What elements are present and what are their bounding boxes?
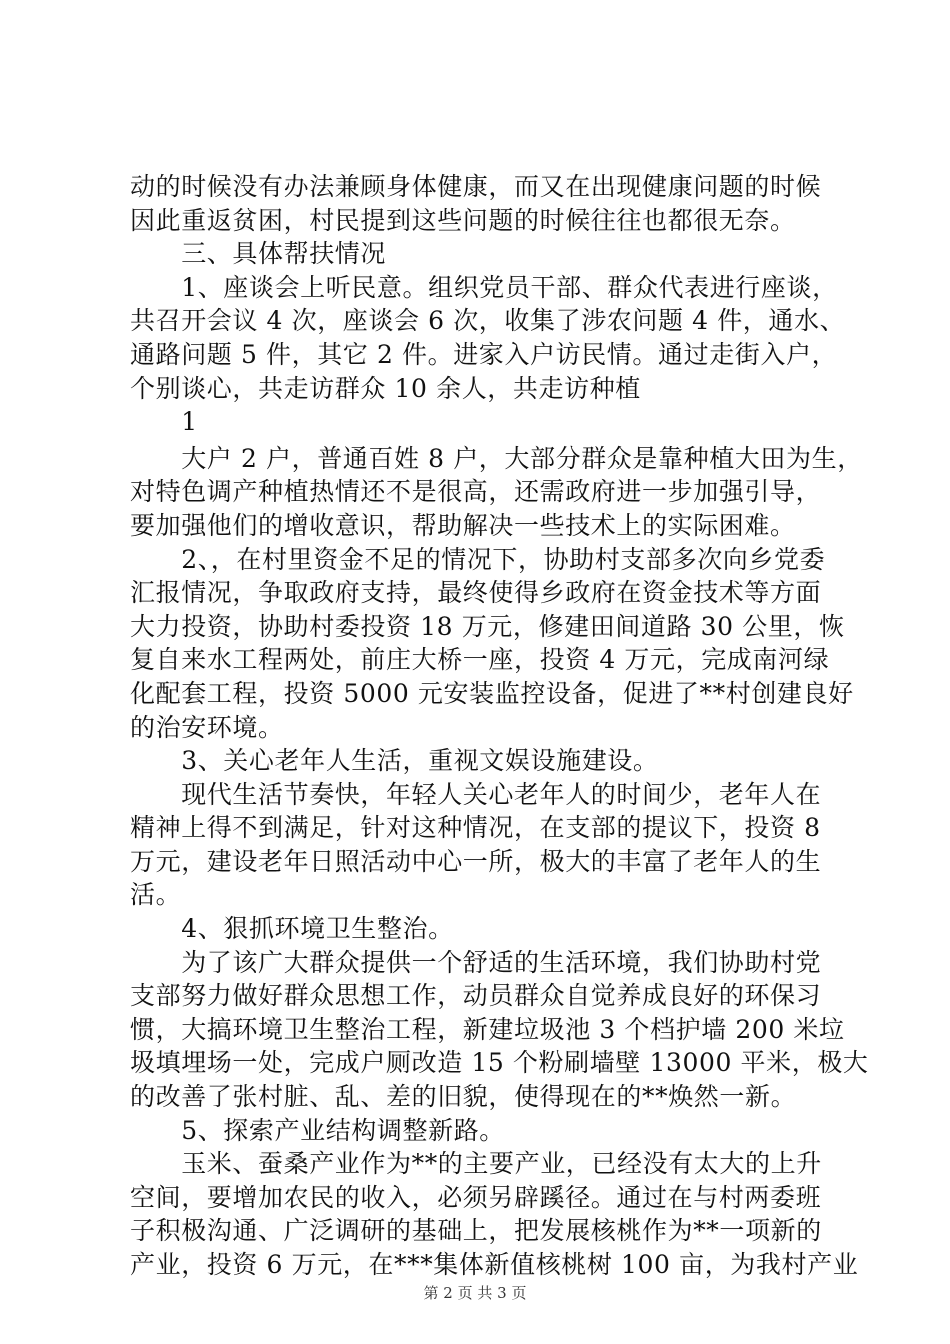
text-line: 圾填埋场一处，完成户厕改造 15 个粉刷墙壁 13000 平米，极大: [130, 1048, 869, 1078]
text-line: 为了该广大群众提供一个舒适的生活环境，我们协助村党: [130, 947, 822, 977]
text-line: 的改善了张村脏、乱、差的旧貌，使得现在的**焕然一新。: [130, 1082, 797, 1112]
text-line: 精神上得不到满足，针对这种情况，在支部的提议下，投资 8: [130, 813, 821, 843]
text-line: 通路问题 5 件，其它 2 件。进家入户访民情。通过走街入户，: [130, 339, 838, 369]
section-heading: 三、具体帮扶情况: [130, 239, 387, 269]
text-line: 共召开会议 4 次，座谈会 6 次，收集了涉农问题 4 件，通水、: [130, 306, 846, 336]
text-line: 支部努力做好群众思想工作，动员群众自觉养成良好的环保习: [130, 981, 822, 1011]
text-line: 空间，要增加农民的收入，必须另辟蹊径。通过在与村两委班: [130, 1182, 822, 1212]
text-line: 要加强他们的增收意识，帮助解决一些技术上的实际困难。: [130, 510, 796, 540]
text-line: 玉米、蚕桑产业作为**的主要产业，已经没有太大的上升: [130, 1149, 822, 1179]
text-line: 活。: [130, 880, 182, 910]
text-line: 动的时候没有办法兼顾身体健康，而又在出现健康问题的时候: [130, 172, 822, 201]
text-line: 产业，投资 6 万元，在***集体新值核桃树 100 亩，为我村产业: [130, 1250, 859, 1279]
text-line: 汇报情况，争取政府支持，最终使得乡政府在资金技术等方面: [130, 578, 822, 608]
text-line: 个别谈心，共走访群众 10 余人，共走访种植: [130, 373, 641, 403]
text-line: 4、狠抓环境卫生整治。: [130, 914, 454, 944]
text-line: 因此重返贫困，村民提到这些问题的时候往往也都很无奈。: [130, 205, 796, 235]
text-line: 万元，建设老年日照活动中心一所，极大的丰富了老年人的生: [130, 846, 822, 876]
text-line: 5、探索产业结构调整新路。: [130, 1115, 505, 1145]
text-line: 大户 2 户，普通百姓 8 户，大部分群众是靠种植大田为生，: [130, 443, 863, 473]
text-line: 3、关心老年人生活，重视文娱设施建设。: [130, 746, 659, 776]
text-line: 1、座谈会上听民意。组织党员干部、群众代表进行座谈，: [130, 272, 838, 302]
text-line: 2、，在村里资金不足的情况下，协助村支部多次向乡党委: [130, 544, 826, 574]
text-line: 复自来水工程两处，前庄大桥一座，投资 4 万元，完成南河绿: [130, 645, 830, 675]
text-line: 现代生活节奏快，年轻人关心老年人的时间少，老年人在: [130, 779, 822, 809]
text-line: 的治安环境。: [130, 712, 284, 742]
text-line: 子积极沟通、广泛调研的基础上，把发展核桃作为**一项新的: [130, 1216, 822, 1246]
text-line: 化配套工程，投资 5000 元安装监控设备，促进了**村创建良好: [130, 678, 854, 708]
text-line: 1: [130, 407, 198, 437]
page-number-footer: 第 2 页 共 3 页: [423, 1284, 527, 1302]
text-line: 大力投资，协助村委投资 18 万元，修建田间道路 30 公里，恢: [130, 611, 845, 641]
text-line: 对特色调产种植热情还不是很高，还需政府进一步加强引导，: [130, 477, 822, 507]
text-line: 惯，大搞环境卫生整治工程，新建垃圾池 3 个档护墙 200 米垃: [130, 1014, 845, 1044]
document-body: [130, 170, 869, 1282]
